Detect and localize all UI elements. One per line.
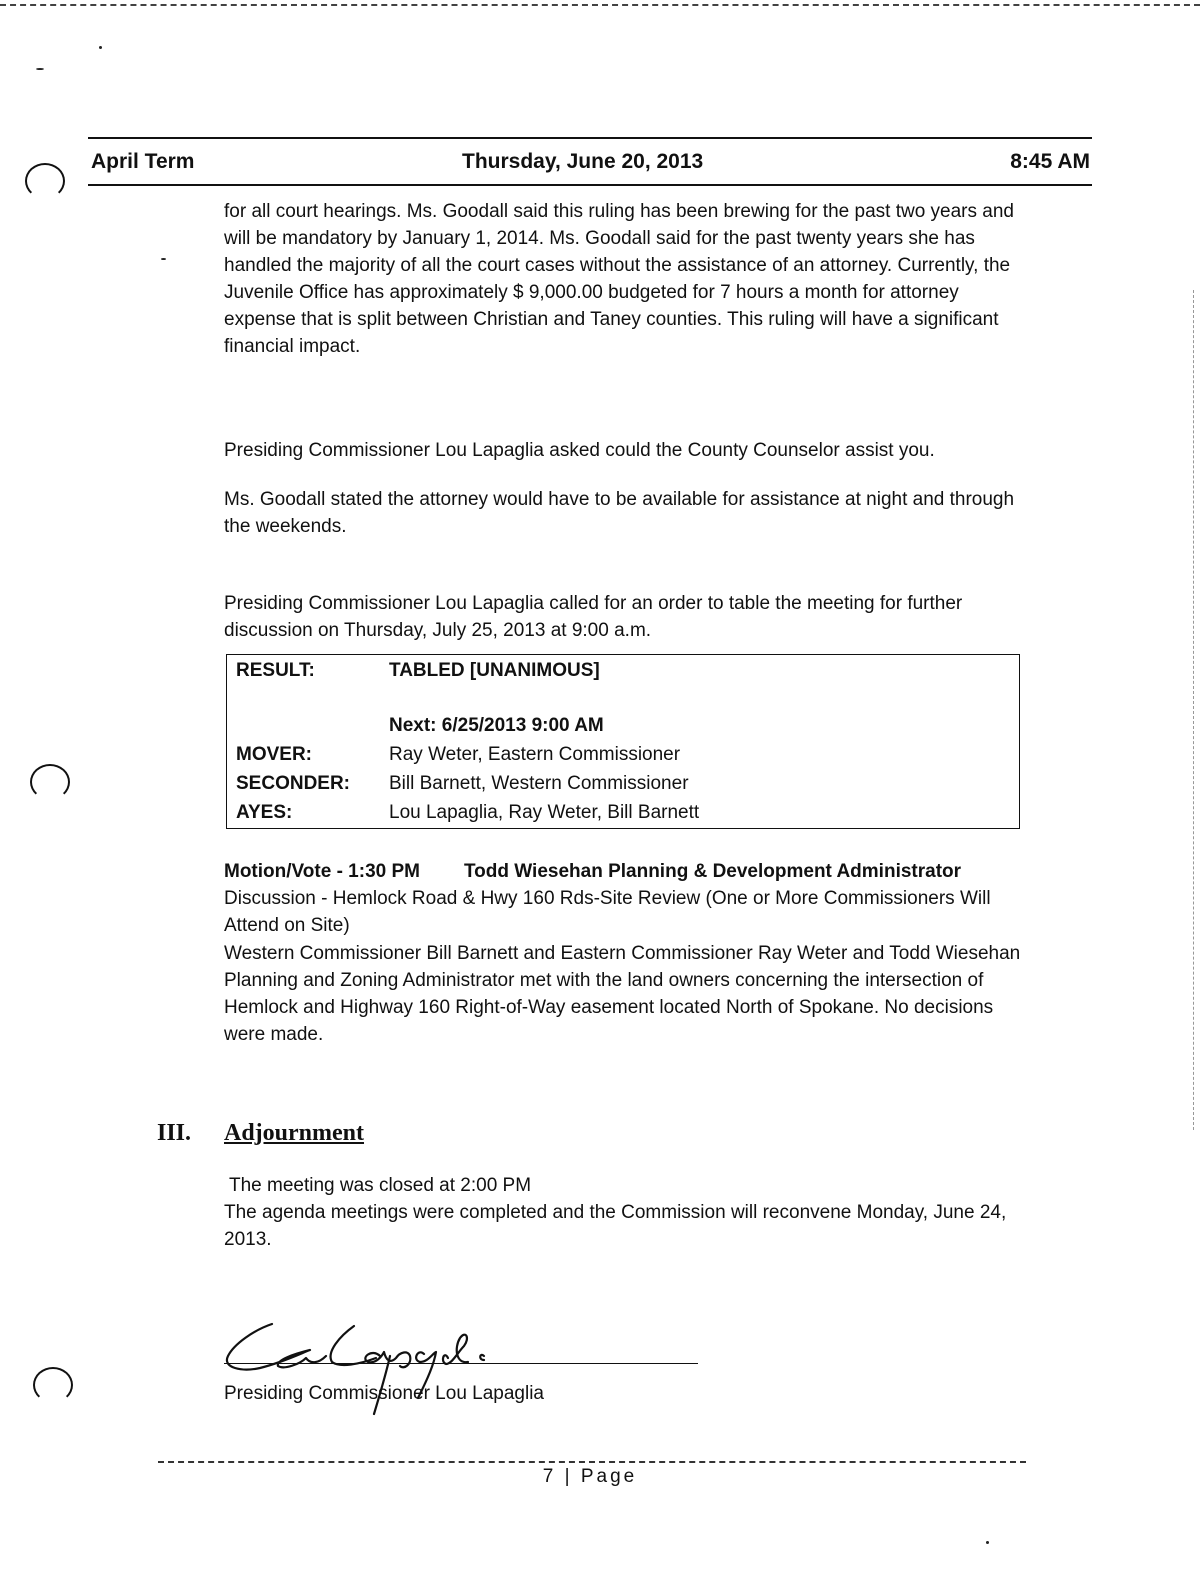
binder-hole bbox=[25, 163, 65, 199]
scan-speck bbox=[36, 68, 44, 70]
signature-line bbox=[224, 1363, 698, 1364]
section-title: Adjournment bbox=[224, 1120, 365, 1146]
paragraph-ruling: for all court hearings. Ms. Goodall said this ruling has been brewing for the past two years and will be mandatory by January 1, 2014. Ms. Goodall said for the past twenty years she has handled the majority of all the court cases without the assistance of an attorney. Currently, the Juvenile Office has approximately $ 9,000.00 budgeted for 7 hours a month for attorney expense that is split between Christian and Taney counties. This ruling will have a significant financial impact. bbox=[224, 201, 1014, 357]
next-row: Next: 6/25/2013 9:00 AM bbox=[389, 715, 604, 736]
seconder-row: SECONDER: Bill Barnett, Western Commissioner bbox=[236, 773, 689, 794]
adjournment-body: The agenda meetings were completed and the Commission will reconvene Monday, June 24, 2013. bbox=[224, 1202, 1007, 1250]
scan-edge-top bbox=[0, 4, 1200, 6]
header-time: 8:45 AM bbox=[1010, 150, 1090, 173]
header-term: April Term bbox=[91, 150, 195, 173]
motion-discussion: Discussion - Hemlock Road & Hwy 160 Rds-Site Review (One or More Commissioners Will Attend on Site) bbox=[224, 888, 991, 936]
paragraph-counselor: Presiding Commissioner Lou Lapaglia asked could the County Counselor assist you. bbox=[224, 440, 935, 461]
motion-heading bbox=[224, 858, 961, 885]
mover-row: MOVER: Ray Weter, Eastern Commissioner bbox=[236, 744, 681, 765]
signature-caption: Presiding Commissioner Lou Lapaglia bbox=[224, 1383, 545, 1404]
scan-edge-right bbox=[1193, 290, 1194, 1130]
scan-speck bbox=[99, 46, 102, 49]
result-row: RESULT: TABLED [UNANIMOUS] bbox=[236, 660, 600, 681]
header-rule-top bbox=[88, 137, 1092, 139]
page-number: 7 | Page bbox=[542, 1466, 638, 1487]
ayes-row: AYES: Lou Lapaglia, Ray Weter, Bill Barnett bbox=[236, 802, 700, 823]
section-number: III. bbox=[157, 1120, 192, 1146]
motion-body: Western Commissioner Bill Barnett and Eastern Commissioner Ray Weter and Todd Wiesehan Planning and Zoning Administrator met with the land owners concerning the intersection of Hemlock and Highway 160 Right-of-Way easement located North of Spokane. No decisions were made. bbox=[224, 943, 1021, 1045]
motion-time: Motion/Vote - 1:30 PM bbox=[224, 861, 420, 882]
binder-hole bbox=[33, 1367, 73, 1403]
scan-speck bbox=[161, 258, 166, 260]
motion-presenter: Todd Wiesehan Planning & Development Administrator bbox=[463, 861, 962, 882]
header-date: Thursday, June 20, 2013 bbox=[462, 150, 704, 173]
scan-speck bbox=[986, 1541, 989, 1544]
closing-line: The meeting was closed at 2:00 PM bbox=[229, 1175, 532, 1196]
binder-hole bbox=[30, 764, 70, 800]
footer-rule bbox=[158, 1461, 1026, 1463]
paragraph-table-order: Presiding Commissioner Lou Lapaglia called for an order to table the meeting for further discussion on Thursday, July 25, 2013 at 9:00 a.m. bbox=[224, 593, 963, 641]
paragraph-attorney: Ms. Goodall stated the attorney would have to be available for assistance at night and through the weekends. bbox=[224, 489, 1015, 537]
header-rule-bottom bbox=[88, 184, 1092, 186]
